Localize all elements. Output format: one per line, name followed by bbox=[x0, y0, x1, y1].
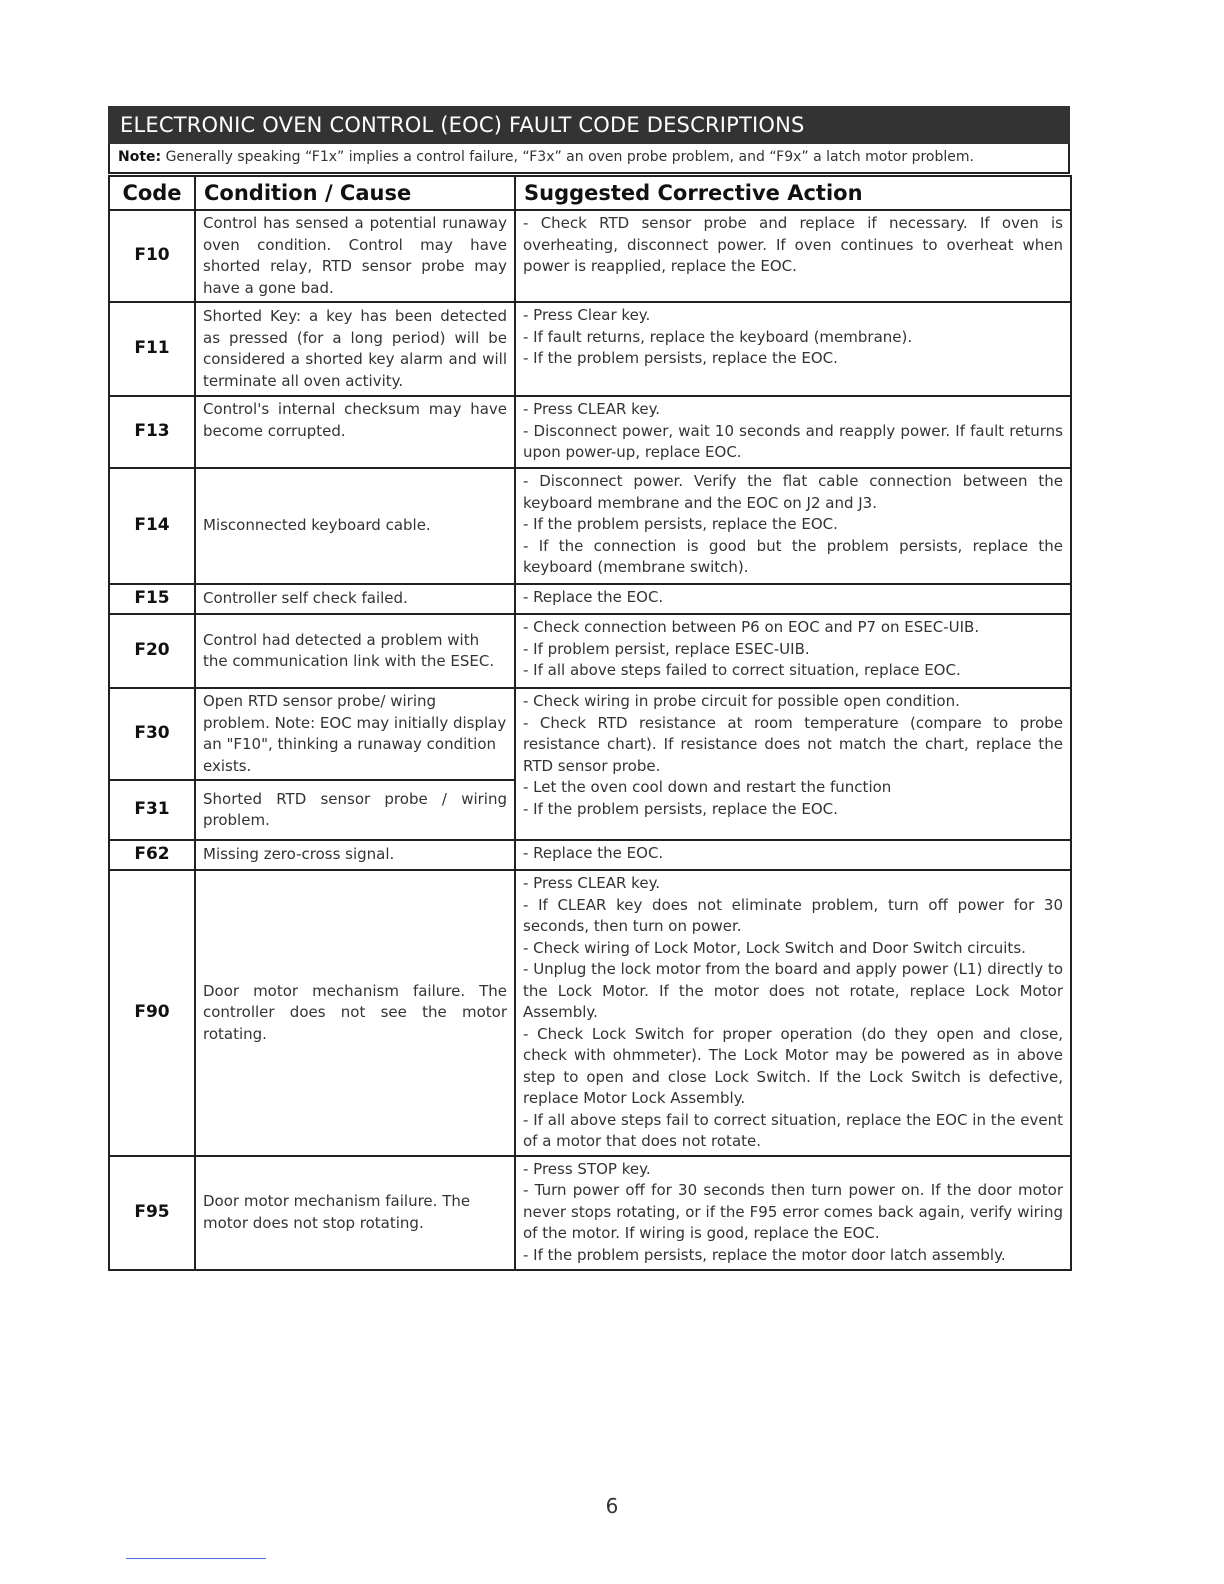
fault-code: F11 bbox=[109, 302, 195, 396]
table-row bbox=[109, 468, 1071, 584]
action-line: - Disconnect power. Verify the flat cable connection between the keyboard membrane and the EOC on J2 and J3. bbox=[523, 472, 1063, 512]
condition-cause: Control has sensed a potential runaway oven condition. Control may have shorted relay, RTD sensor probe may have a gone bad. bbox=[195, 210, 515, 302]
condition-cause: Door motor mechanism failure. The motor does not stop rotating. bbox=[195, 1156, 515, 1270]
action-line: - If the problem persists, replace the EOC. bbox=[523, 349, 838, 367]
fault-code: F10 bbox=[109, 210, 195, 302]
action-line: - If the problem persists, replace the EOC. bbox=[523, 799, 838, 818]
header-code: Code bbox=[109, 176, 195, 210]
condition-cause: Open RTD sensor probe/ wiring problem. Note: EOC may initially display an "F10", thinking a runaway condition exists. bbox=[195, 688, 515, 780]
action-line: - If problem persist, replace ESEC-UIB. bbox=[523, 639, 810, 658]
action-line: - Check RTD sensor probe and replace if necessary. If oven is overheating, disconnect power. If oven continues to overheat when power is reapplied, replace the EOC. bbox=[523, 214, 1063, 275]
fault-code: F95 bbox=[109, 1156, 195, 1270]
note-line bbox=[108, 144, 1070, 174]
table-row bbox=[109, 1156, 1071, 1270]
action-line: - Check connection between P6 on EOC and P7 on ESEC-UIB. bbox=[523, 618, 980, 636]
action-line: - Press CLEAR key. bbox=[523, 874, 661, 892]
fault-code: F13 bbox=[109, 396, 195, 468]
action-line: - Press STOP key. bbox=[523, 1159, 651, 1178]
table-row bbox=[109, 688, 1071, 780]
action-line: - If CLEAR key does not eliminate problem, turn off power for 30 seconds, then turn on power. bbox=[523, 895, 1063, 935]
corrective-action bbox=[515, 584, 1071, 614]
page-number: 6 bbox=[605, 1494, 619, 1518]
fault-code: F30 bbox=[109, 688, 195, 780]
table-row bbox=[109, 302, 1071, 396]
document-title: ELECTRONIC OVEN CONTROL (EOC) FAULT CODE DESCRIPTIONS bbox=[108, 106, 1070, 144]
table-row bbox=[109, 210, 1071, 302]
condition-cause: Controller self check failed. bbox=[195, 584, 515, 614]
action-line: - If fault returns, replace the keyboard (membrane). bbox=[523, 327, 913, 346]
action-line: - If all above steps failed to correct situation, replace EOC. bbox=[523, 661, 961, 679]
condition-cause: Missing zero-cross signal. bbox=[195, 840, 515, 870]
header-condition: Condition / Cause bbox=[195, 176, 515, 210]
fault-code: F90 bbox=[109, 870, 195, 1156]
corrective-action bbox=[515, 1156, 1071, 1270]
condition-cause: Control had detected a problem with the communication link with the ESEC. bbox=[195, 614, 515, 688]
fault-code-document bbox=[108, 106, 1070, 1271]
table-row bbox=[109, 584, 1071, 614]
action-line: - If the connection is good but the problem persists, replace the keyboard (membrane switch). bbox=[523, 536, 1063, 576]
fault-code: F31 bbox=[109, 780, 195, 840]
condition-cause: Shorted RTD sensor probe / wiring problem. bbox=[195, 780, 515, 840]
action-line: - Check Lock Switch for proper operation (do they open and close, check with ohmmeter). The Lock Motor may be powered as in above step to open and close Lock Switch. If the Lock Switch is defective, replace Motor Lock Assembly. bbox=[523, 1024, 1063, 1107]
action-line: - If the problem persists, replace the motor door latch assembly. bbox=[523, 1245, 1006, 1264]
action-line: - Check wiring of Lock Motor, Lock Switch and Door Switch circuits. bbox=[523, 938, 1026, 957]
fault-code: F20 bbox=[109, 614, 195, 688]
action-line: - Turn power off for 30 seconds then turn power on. If the door motor never stops rotating, or if the F95 error comes back again, verify wiring of the motor. If wiring is good, replace the EOC. bbox=[523, 1181, 1063, 1242]
condition-cause: Misconnected keyboard cable. bbox=[195, 468, 515, 584]
action-line: - Let the oven cool down and restart the function bbox=[523, 778, 892, 796]
note-text: Generally speaking “F1x” implies a control failure, “F3x” an oven probe problem, and “F9x” a latch motor problem. bbox=[165, 149, 974, 165]
fault-code: F62 bbox=[109, 840, 195, 870]
action-line: - Replace the EOC. bbox=[523, 844, 664, 862]
footer-rule bbox=[126, 1558, 266, 1559]
action-line: - Press CLEAR key. bbox=[523, 400, 661, 418]
table-row bbox=[109, 870, 1071, 1156]
condition-cause: Shorted Key: a key has been detected as pressed (for a long period) will be considered a shorted key alarm and will terminate all oven activity. bbox=[195, 302, 515, 396]
action-line: - Check wiring in probe circuit for possible open condition. bbox=[523, 692, 960, 710]
table-row bbox=[109, 614, 1071, 688]
corrective-action bbox=[515, 396, 1071, 468]
corrective-action bbox=[515, 210, 1071, 302]
action-line: - If all above steps fail to correct situation, replace the EOC in the event of a motor that does not rotate. bbox=[523, 1110, 1063, 1150]
action-line: - If the problem persists, replace the EOC. bbox=[523, 515, 838, 533]
action-line: - Press Clear key. bbox=[523, 306, 651, 324]
corrective-action bbox=[515, 840, 1071, 870]
corrective-action bbox=[515, 468, 1071, 584]
action-line: - Replace the EOC. bbox=[523, 588, 664, 606]
condition-cause: Door motor mechanism failure. The controller does not see the motor rotating. bbox=[195, 870, 515, 1156]
note-label: Note: bbox=[118, 149, 162, 165]
table-row bbox=[109, 396, 1071, 468]
fault-code: F15 bbox=[109, 584, 195, 614]
corrective-action bbox=[515, 302, 1071, 396]
corrective-action bbox=[515, 614, 1071, 688]
header-action: Suggested Corrective Action bbox=[515, 176, 1071, 210]
corrective-action bbox=[515, 688, 1071, 840]
fault-code: F14 bbox=[109, 468, 195, 584]
table-header-row bbox=[109, 176, 1071, 210]
action-line: - Check RTD resistance at room temperature (compare to probe resistance chart). If resistance does not match the chart, replace the RTD sensor probe. bbox=[523, 713, 1063, 775]
fault-code-table bbox=[108, 175, 1072, 1271]
table-row bbox=[109, 840, 1071, 870]
action-line: - Unplug the lock motor from the board and apply power (L1) directly to the Lock Motor. If the motor does not rotate, replace Lock Motor Assembly. bbox=[523, 960, 1063, 1021]
corrective-action bbox=[515, 870, 1071, 1156]
action-line: - Disconnect power, wait 10 seconds and reapply power. If fault returns upon power-up, replace EOC. bbox=[523, 421, 1063, 461]
condition-cause: Control's internal checksum may have become corrupted. bbox=[195, 396, 515, 468]
